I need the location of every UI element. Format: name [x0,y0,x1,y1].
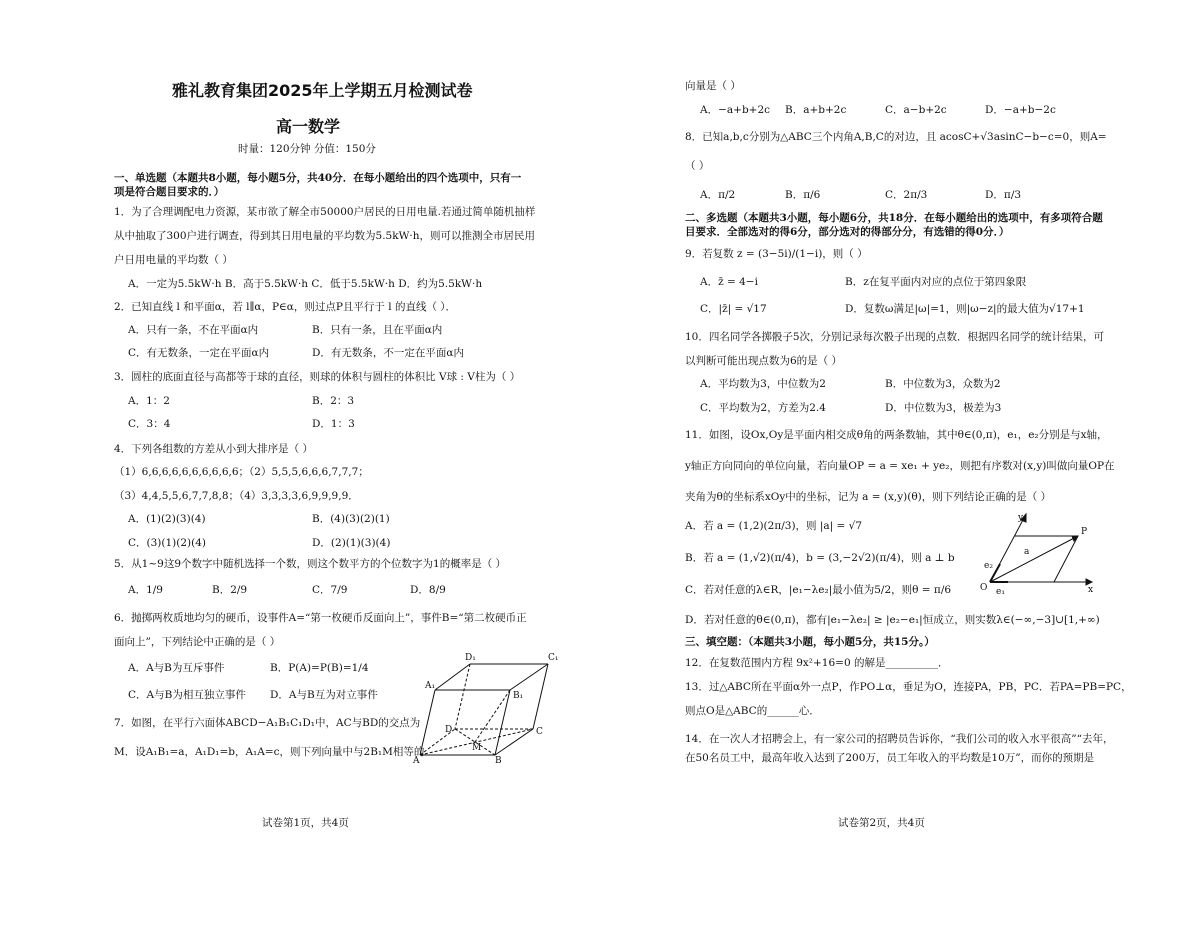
q3-option-b: B．2：3 [312,395,355,407]
label-a: A [413,756,420,766]
q6-option-a: A．A与B为互斥事件 [128,662,225,674]
section3-heading: 三、填空题：（本题共3小题，每小题5分，共15分。） [685,636,935,648]
q2-option-d: D．有无数条，不一定在平面α内 [312,347,465,359]
q9-option-b: B．z在复平面内对应的点位于第四象限 [845,276,1027,288]
label-c: C [536,727,543,737]
section2-heading-line1: 二、多选题（本题共3小题，每小题6分，共18分．在每小题给出的选项中，有多项符合题 [685,212,1103,224]
label-d: D [445,725,453,735]
label-e2: e₂ [984,561,993,571]
q7-option-c: C．a−b+2c [885,104,947,116]
q10-option-b: B．中位数为3，众数为2 [885,378,1001,390]
q2-option-a: A．只有一条，不在平面α内 [128,324,259,336]
page2-footer: 试卷第2页，共4页 [838,817,925,829]
q11-option-b: B．若 a = (1,√2)(π/4)，b = (3,−2√2)(π/4)，则 a ⊥ b [685,552,955,564]
q7-text-line1: 7．如图，在平行六面体ABCD−A₁B₁C₁D₁中，AC与BD的交点为 [114,717,421,729]
q7-option-b: B．a+b+2c [785,104,847,116]
q4-option-a: A．(1)(2)(3)(4) [128,513,206,525]
label-y-axis: y [1018,513,1024,523]
q9-option-a: A．z̄ = 4−i [700,276,758,288]
parallel-line-right [1054,536,1078,582]
q2-option-c: C．有无数条，一定在平面α内 [128,347,270,359]
q10-option-d: D．中位数为3，极差为3 [885,402,1002,414]
q8-paren: （ ） [685,160,710,172]
exam-title: 雅礼教育集团2025年上学期五月检测试卷 [172,81,473,100]
q8-option-b: B．π/6 [785,189,821,201]
q6-text-line1: 6．抛掷两枚质地均匀的硬币，设事件A=“第一枚硬币反面向上”，事件B=“第二枚硬币正 [114,612,527,624]
q6-option-d: D．A与B互为对立事件 [270,689,378,701]
q7-option-a: A．−a+b+2c [700,104,771,116]
q11-option-c: C．若对任意的λ∈R，|e₁−λe₂|最小值为5/2，则θ = π/6 [685,584,952,596]
q3-option-d: D．1：3 [312,418,355,430]
q4-data-line2: （3）4,4,5,5,6,7,7,8,8；（4）3,3,3,3,6,9,9,9,9． [114,490,359,502]
label-origin: O [980,583,988,593]
q4-option-c: C．(3)(1)(2)(4) [128,537,207,549]
q8-option-d: D．π/3 [985,189,1022,201]
q8-option-a: A．π/2 [700,189,736,201]
parallelepiped-figure [395,650,570,770]
label-vector-a: a [1024,547,1030,557]
edge-b1-c1 [510,664,548,690]
q4-option-d: D．(2)(1)(3)(4) [312,537,391,549]
q6-option-b: B．P(A)=P(B)=1/4 [270,662,369,674]
exam-page-2 [600,0,1200,935]
q10-option-c: C．平均数为2，方差为2.4 [700,402,826,414]
q14-text-line2: 在50名员工中，最高年收入达到了200万，员工年收入的平均数是10万”，而你的预期是 [685,752,1095,764]
q8-text: 8．已知a,b,c分别为△ABC三个内角A,B,C的对边，且 acosC+√3asinC−b−c=0，则A= [685,131,1107,143]
q10-text-line2: 以判断可能出现点数为6的是（ ） [685,355,843,367]
q13-text-line2: 则点O是△ABC的______心． [685,705,820,717]
label-a1: A₁ [425,681,436,691]
q1-text-line2: 从中抽取了300户进行调查，得到其日用电量的平均数为5.5kW·h，则可以推测全市居民用 [114,230,535,242]
q10-text-line1: 10．四名同学各掷骰子5次，分别记录每次骰子出现的点数．根据四名同学的统计结果，可 [685,331,1105,343]
segment-b1-m [475,690,510,742]
q5-option-c: C．7/9 [312,584,348,596]
q6-option-c: C．A与B为相互独立事件 [128,689,246,701]
q11-text-line1: 11．如图，设Ox,Oy是平面内相交成θ角的两条数轴，其中θ∈(0,π)，e₁，e₂分别是与x轴， [685,429,1108,441]
q5-option-a: A．1/9 [128,584,163,596]
section1-heading-line1: 一、单选题（本题共8小题，每小题5分，共40分．在每小题给出的四个选项中，只有一 [114,172,522,184]
label-b1: B₁ [513,691,524,701]
q1-text-line3: 户日用电量的平均数（ ） [114,254,233,266]
q11-text-line2: y轴正方向同向的单位向量，若向量OP = a = xe₁ + ye₂，则把有序数对(x,y)叫做向量OP在 [685,460,1115,472]
q4-text: 4．下列各组数的方差从小到大排序是（ ） [114,443,314,455]
q7-option-d: D．−a+b−2c [985,104,1056,116]
page1-footer: 试卷第1页，共4页 [262,817,349,829]
q2-option-b: B．只有一条，且在平面α内 [312,324,443,336]
q9-option-c: C．|z̄| = √17 [700,303,767,315]
q3-text: 3．圆柱的底面直径与高都等于球的直径，则球的体积与圆柱的体积比 V球 : V柱为（ ） [114,371,521,383]
q5-option-b: B．2/9 [212,584,248,596]
q11-text-line3: 夹角为θ的坐标系xOy中的坐标，记为 a = (x,y)(θ)，则下列结论正确的是（ ） [685,491,1052,503]
q11-option-d: D．若对任意的θ∈(0,π)，都有|e₁−λe₂| ≥ |e₂−e₁|恒成立，则实数λ∈(−∞,−3]∪[1,+∞) [685,614,1100,626]
exam-subject: 高一数学 [276,117,341,136]
q14-text-line1: 14．在一次人才招聘会上，有一家公司的招聘员告诉你，“我们公司的收入水平很高”“去年， [685,733,1114,745]
q8-option-c: C．2π/3 [885,189,928,201]
q3-option-a: A．1：2 [128,395,170,407]
q4-option-b: B．(4)(3)(2)(1) [312,513,390,525]
label-c1: C₁ [548,653,559,663]
q2-text: 2．已知直线 l 和平面α，若 l∥α，P∈α，则过点P且平行于 l 的直线（ ）． [114,301,457,313]
label-p: P [1081,527,1088,537]
q1-options: A．一定为5.5kW·h B．高于5.5kW·h C．低于5.5kW·h D．约为5.5kW·h [128,278,483,290]
q5-text: 5．从1~9这9个数字中随机选择一个数，则这个数平方的个位数字为1的概率是（ ） [114,558,507,570]
label-x-axis: x [1088,585,1094,595]
q7-text-line2: M．设A₁B₁=a，A₁D₁=b，A₁A=c，则下列向量中与2B₁M相等的 [114,746,425,758]
label-b: B [495,756,502,766]
q9-text: 9．若复数 z = (3−5i)/(1−i)，则（ ） [685,248,868,260]
edge-c1-c [533,664,548,729]
section1-heading-line2: 项是符合题目要求的．） [114,186,225,198]
label-m: M [472,743,482,753]
q11-option-a: A．若 a = (1,2)(2π/3)，则 |a| = √7 [685,520,863,532]
q9-option-d: D．复数ω满足|ω|=1，则|ω−z|的最大值为√17+1 [845,303,1085,315]
q12-text: 12．在复数范围内方程 9x²+16=0 的解是__________． [685,657,949,669]
label-e1: e₁ [996,587,1005,597]
exam-time-info: 时量：120分钟 分值：150分 [238,143,376,155]
q1-text-line1: 1．为了合理调配电力资源，某市欲了解全市50000户居民的日用电量.若通过简单随机抽样 [114,206,536,218]
q3-option-c: C．3：4 [128,418,171,430]
vector-op [990,536,1078,582]
oblique-axes-figure [978,508,1098,598]
q13-text-line1: 13．过△ABC所在平面α外一点P，作PO⊥α，垂足为O，连接PA，PB，PC．若PA=PB=PC， [685,681,1132,693]
q4-data-line1: （1）6,6,6,6,6,6,6,6,6,6；（2）5,5,5,6,6,6,7,7,7； [114,466,369,478]
edge-b1-b [495,690,510,755]
q10-option-a: A．平均数为3，中位数为2 [700,378,826,390]
q6-text-line2: 面向上”，下列结论中正确的是（ ） [114,636,281,648]
section2-heading-line2: 目要求．全部选对的得6分，部分选对的得部分分，有选错的得0分．） [685,226,1010,238]
label-d1: D₁ [465,653,476,663]
q7-continuation: 向量是（ ） [685,80,741,92]
q5-option-d: D．8/9 [410,584,446,596]
